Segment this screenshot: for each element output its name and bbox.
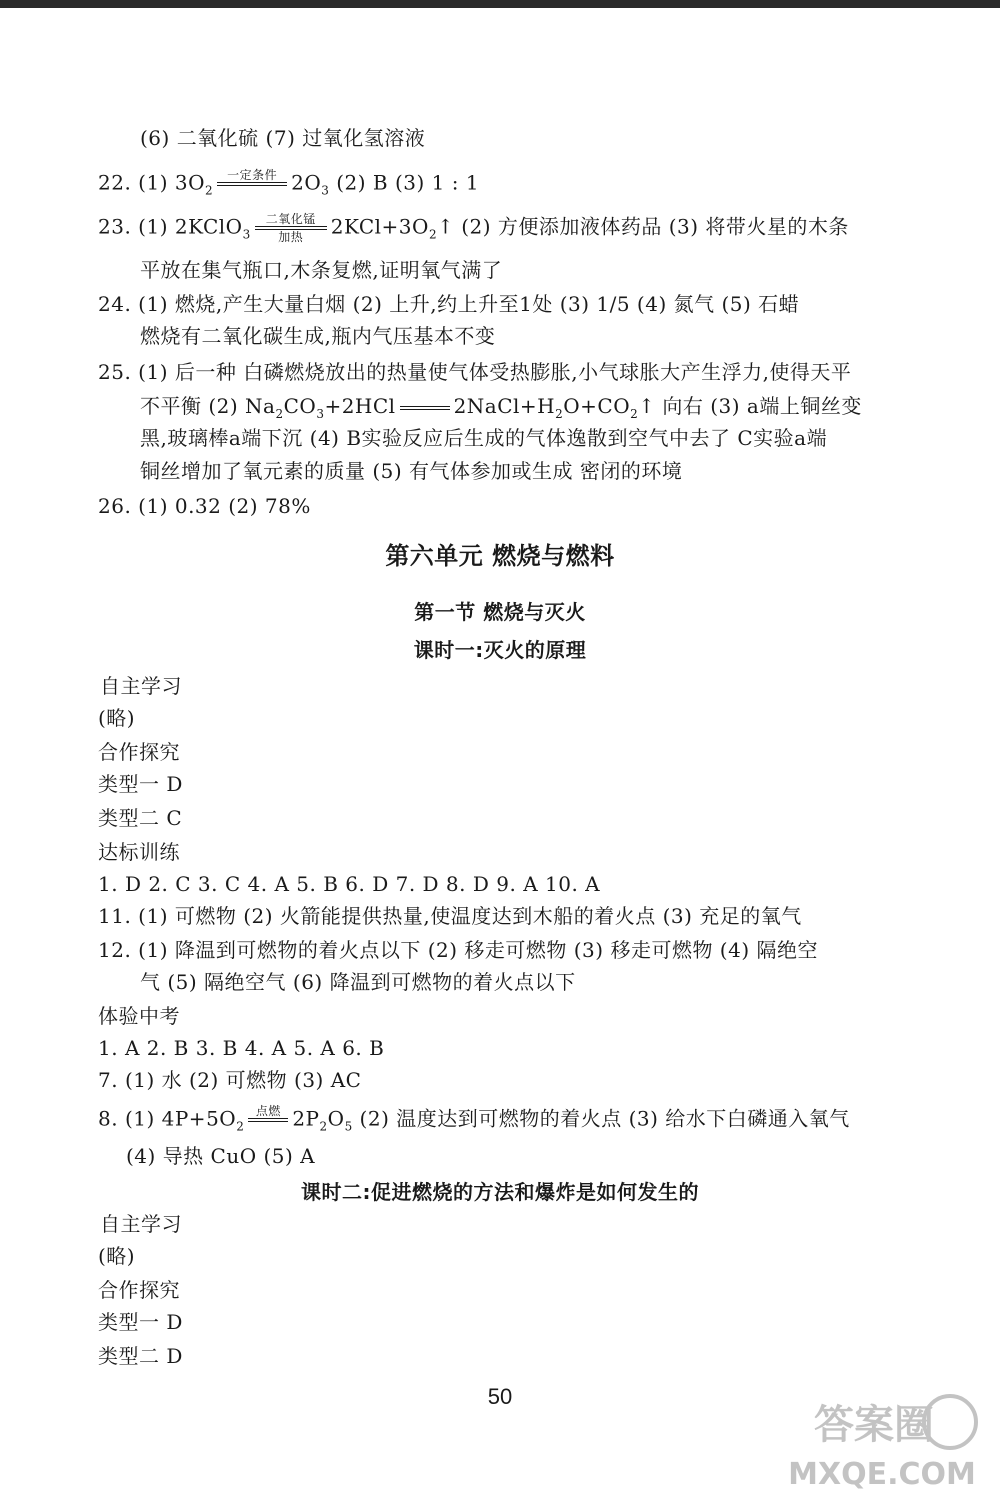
answer-line: (6) 二氧化硫 (7) 过氧化氢溶液 bbox=[140, 126, 426, 150]
answer-line: 11. (1) 可燃物 (2) 火箭能提供热量,使温度达到木船的着火点 (3) 充足的氧气 bbox=[98, 904, 802, 928]
lesson-title: 课时一:灭火的原理 bbox=[413, 638, 587, 662]
watermark-url: MXQE.COM bbox=[788, 1457, 976, 1492]
answer-line: (略) bbox=[98, 1244, 136, 1268]
answer-line: 类型一 D bbox=[98, 1310, 183, 1334]
subsection-heading: 自主学习 bbox=[100, 1212, 182, 1236]
answer-line: 1. D 2. C 3. C 4. A 5. B 6. D 7. D 8. D 9. A 10. A bbox=[98, 872, 601, 896]
answer-line-25: 25. (1) 后一种 白磷燃烧放出的热量使气体受热膨胀,小气球胀大产生浮力,使得天平 bbox=[98, 360, 852, 384]
answer-line: 7. (1) 水 (2) 可燃物 (3) AC bbox=[98, 1068, 362, 1092]
watermark-logo bbox=[782, 1384, 982, 1494]
watermark-text: 答案圈 bbox=[814, 1402, 934, 1448]
answer-line: (略) bbox=[98, 706, 136, 730]
answer-line-26: 26. (1) 0.32 (2) 78% bbox=[98, 494, 311, 518]
subsection-heading: 合作探究 bbox=[98, 1278, 180, 1302]
answer-line: 12. (1) 降温到可燃物的着火点以下 (2) 移走可燃物 (3) 移走可燃物 (4) 隔绝空 bbox=[98, 938, 818, 962]
answer-line: 1. A 2. B 3. B 4. A 5. A 6. B bbox=[98, 1036, 385, 1060]
answer-line: 铜丝增加了氧元素的质量 (5) 有气体参加或生成 密闭的环境 bbox=[140, 459, 683, 483]
answer-line-22: 22. (1) $3O_2$ 一定条件 $2O_3$ (2) B (3) 1 : 1 bbox=[98, 168, 479, 205]
answer-line: 燃烧有二氧化碳生成,瓶内气压基本不变 bbox=[140, 324, 496, 348]
subsection-heading: 体验中考 bbox=[98, 1004, 180, 1028]
lesson-title: 课时二:促进燃烧的方法和爆炸是如何发生的 bbox=[301, 1180, 699, 1204]
section-title: 第一节 燃烧与灭火 bbox=[414, 600, 586, 624]
reaction-equals-sign: 一定条件 bbox=[217, 168, 287, 200]
reaction-equals-sign: 二氧化锰 加热 bbox=[255, 212, 327, 244]
subsection-heading: 合作探究 bbox=[98, 740, 180, 764]
page-number: 50 bbox=[487, 1384, 513, 1409]
reaction-equals-sign: 点燃 bbox=[248, 1104, 288, 1136]
answer-line: 类型二 C bbox=[98, 806, 183, 830]
answer-line: (4) 导热 CuO (5) A bbox=[126, 1144, 316, 1168]
unit-title: 第六单元 燃烧与燃料 bbox=[385, 542, 615, 570]
answer-line-23: 23. (1) 2KClO$_3$ 二氧化锰 加热 $2KCl+3O_2↑$ (2) 方便添加液体药品 (3) 将带火星的木条 bbox=[98, 212, 849, 244]
subsection-heading: 自主学习 bbox=[100, 674, 182, 698]
answer-line: 平放在集气瓶口,木条复燃,证明氧气满了 bbox=[140, 258, 503, 282]
reaction-equals-sign bbox=[400, 406, 450, 410]
answer-line: 黑,玻璃棒a端下沉 (4) B实验反应后生成的气体逸散到空气中去了 C实验a端 bbox=[140, 426, 828, 450]
answer-line: 8. (1) $4P+5O_2$ 点燃 $2P_2O_5$ (2) 温度达到可燃物的着火点 (3) 给水下白磷通入氧气 bbox=[98, 1104, 850, 1141]
answer-line: 气 (5) 隔绝空气 (6) 降温到可燃物的着火点以下 bbox=[140, 970, 576, 994]
answer-line: 类型二 D bbox=[98, 1344, 183, 1368]
answer-line: 类型一 D bbox=[98, 772, 183, 796]
subsection-heading: 达标训练 bbox=[98, 840, 180, 864]
answer-line: 不平衡 (2) $Na_2CO_3+2HCl$ $2NaCl+H_2O+CO_2↑$ 向右 (3) a端上铜丝变 bbox=[140, 394, 862, 421]
answer-line-24: 24. (1) 燃烧,产生大量白烟 (2) 上升,约上升至1处 (3) 1/5 (4) 氮气 (5) 石蜡 bbox=[98, 292, 800, 316]
